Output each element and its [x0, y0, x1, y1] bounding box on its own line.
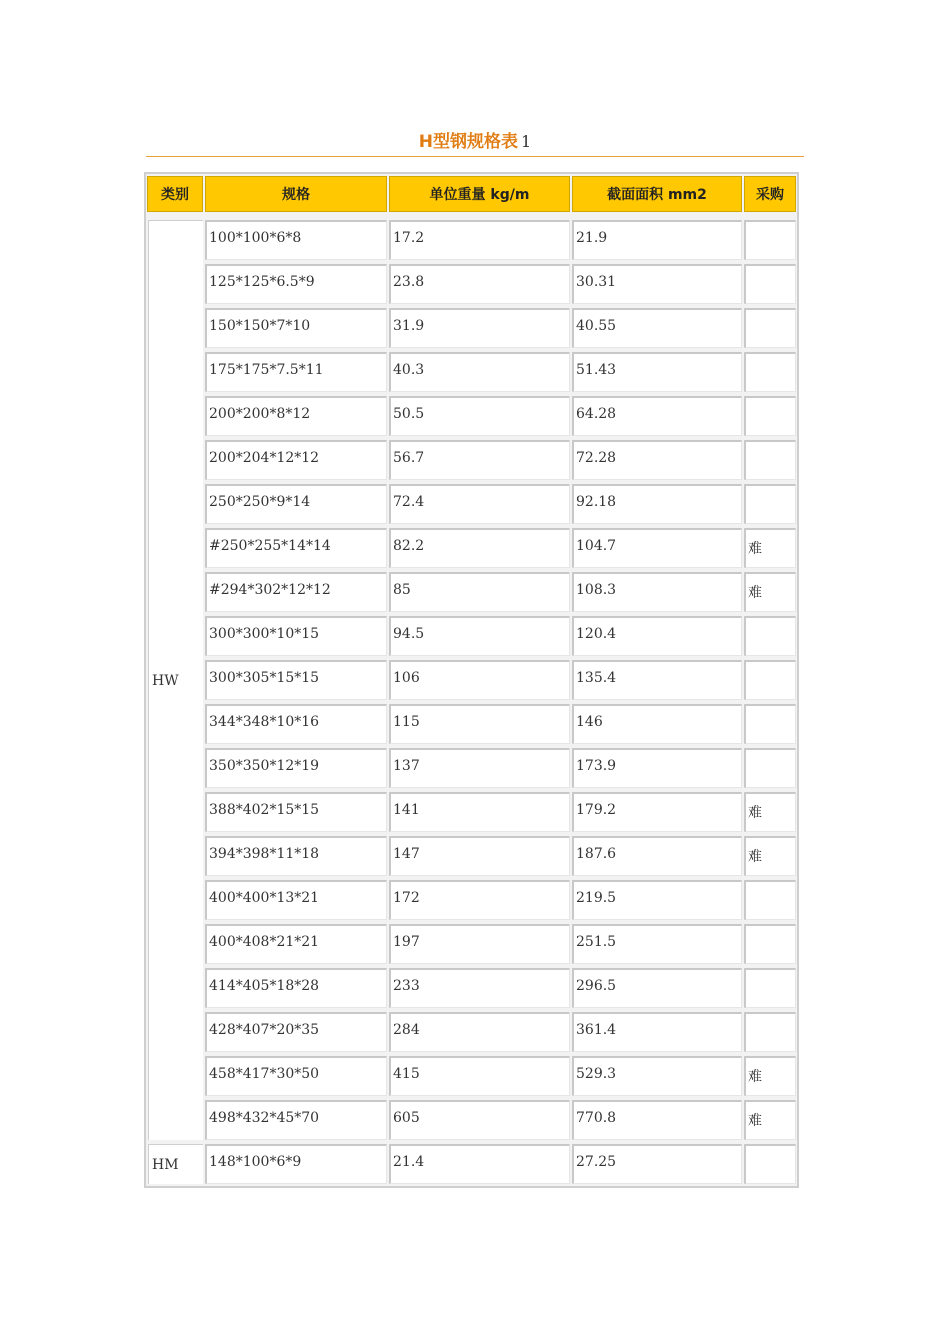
purchase-cell — [744, 352, 796, 392]
purchase-cell — [744, 264, 796, 304]
area-cell: 21.9 — [572, 220, 742, 260]
purchase-cell — [744, 704, 796, 744]
area-cell: 179.2 — [572, 792, 742, 832]
purchase-cell — [744, 484, 796, 524]
weight-cell: 415 — [389, 1056, 570, 1096]
purchase-cell — [744, 1144, 796, 1184]
spec-cell: 458*417*30*50 — [205, 1056, 387, 1096]
page-title-number: 1 — [521, 132, 532, 151]
area-cell: 92.18 — [572, 484, 742, 524]
title-block — [0, 127, 950, 152]
area-cell: 51.43 — [572, 352, 742, 392]
spec-cell: #250*255*14*14 — [205, 528, 387, 568]
purchase-cell — [744, 440, 796, 480]
purchase-cell — [744, 308, 796, 348]
page-title: H型钢规格表 — [418, 132, 519, 152]
weight-cell: 72.4 — [389, 484, 570, 524]
area-cell: 135.4 — [572, 660, 742, 700]
title-divider — [146, 156, 804, 157]
spec-cell: 498*432*45*70 — [205, 1100, 387, 1140]
area-cell: 219.5 — [572, 880, 742, 920]
area-cell: 27.25 — [572, 1144, 742, 1184]
weight-cell: 137 — [389, 748, 570, 788]
header-category: 类别 — [147, 176, 203, 212]
weight-cell: 172 — [389, 880, 570, 920]
spec-cell: 388*402*15*15 — [205, 792, 387, 832]
spec-cell: 428*407*20*35 — [205, 1012, 387, 1052]
spec-cell: 148*100*6*9 — [205, 1144, 387, 1184]
weight-cell: 17.2 — [389, 220, 570, 260]
spec-cell: 394*398*11*18 — [205, 836, 387, 876]
purchase-cell — [744, 968, 796, 1008]
area-cell: 187.6 — [572, 836, 742, 876]
weight-cell: 197 — [389, 924, 570, 964]
header-purchase: 采购 — [744, 176, 796, 212]
header-area: 截面面积 mm2 — [572, 176, 742, 212]
weight-cell: 106 — [389, 660, 570, 700]
area-cell: 296.5 — [572, 968, 742, 1008]
category-cell: HW — [148, 220, 203, 1140]
weight-cell: 50.5 — [389, 396, 570, 436]
area-cell: 104.7 — [572, 528, 742, 568]
weight-cell: 31.9 — [389, 308, 570, 348]
weight-cell: 233 — [389, 968, 570, 1008]
purchase-cell: 难 — [744, 528, 796, 568]
area-cell: 361.4 — [572, 1012, 742, 1052]
weight-cell: 82.2 — [389, 528, 570, 568]
category-cell: HM — [148, 1144, 203, 1184]
weight-cell: 56.7 — [389, 440, 570, 480]
purchase-cell: 难 — [744, 572, 796, 612]
area-cell: 529.3 — [572, 1056, 742, 1096]
spec-cell: 200*200*8*12 — [205, 396, 387, 436]
weight-cell: 605 — [389, 1100, 570, 1140]
purchase-cell — [744, 396, 796, 436]
spec-cell: 200*204*12*12 — [205, 440, 387, 480]
purchase-cell — [744, 616, 796, 656]
purchase-cell — [744, 1012, 796, 1052]
purchase-cell — [744, 660, 796, 700]
spec-table — [144, 172, 799, 1188]
purchase-cell — [744, 748, 796, 788]
spec-cell: 300*305*15*15 — [205, 660, 387, 700]
spec-cell: 414*405*18*28 — [205, 968, 387, 1008]
weight-cell: 141 — [389, 792, 570, 832]
purchase-cell — [744, 880, 796, 920]
spec-cell: 350*350*12*19 — [205, 748, 387, 788]
weight-cell: 115 — [389, 704, 570, 744]
spec-cell: 344*348*10*16 — [205, 704, 387, 744]
area-cell: 40.55 — [572, 308, 742, 348]
area-cell: 108.3 — [572, 572, 742, 612]
spec-cell: 125*125*6.5*9 — [205, 264, 387, 304]
spec-cell: 250*250*9*14 — [205, 484, 387, 524]
weight-cell: 147 — [389, 836, 570, 876]
area-cell: 770.8 — [572, 1100, 742, 1140]
spec-cell: 400*408*21*21 — [205, 924, 387, 964]
weight-cell: 284 — [389, 1012, 570, 1052]
area-cell: 251.5 — [572, 924, 742, 964]
purchase-cell — [744, 924, 796, 964]
purchase-cell — [744, 220, 796, 260]
spec-cell: #294*302*12*12 — [205, 572, 387, 612]
purchase-cell: 难 — [744, 1100, 796, 1140]
weight-cell: 94.5 — [389, 616, 570, 656]
area-cell: 146 — [572, 704, 742, 744]
spec-cell: 400*400*13*21 — [205, 880, 387, 920]
area-cell: 173.9 — [572, 748, 742, 788]
purchase-cell: 难 — [744, 1056, 796, 1096]
area-cell: 30.31 — [572, 264, 742, 304]
purchase-cell: 难 — [744, 792, 796, 832]
area-cell: 72.28 — [572, 440, 742, 480]
area-cell: 64.28 — [572, 396, 742, 436]
header-spec: 规格 — [205, 176, 387, 212]
spec-cell: 300*300*10*15 — [205, 616, 387, 656]
purchase-cell: 难 — [744, 836, 796, 876]
spec-cell: 175*175*7.5*11 — [205, 352, 387, 392]
spec-cell: 150*150*7*10 — [205, 308, 387, 348]
weight-cell: 40.3 — [389, 352, 570, 392]
area-cell: 120.4 — [572, 616, 742, 656]
weight-cell: 21.4 — [389, 1144, 570, 1184]
header-weight: 单位重量 kg/m — [389, 176, 570, 212]
weight-cell: 85 — [389, 572, 570, 612]
spec-cell: 100*100*6*8 — [205, 220, 387, 260]
weight-cell: 23.8 — [389, 264, 570, 304]
